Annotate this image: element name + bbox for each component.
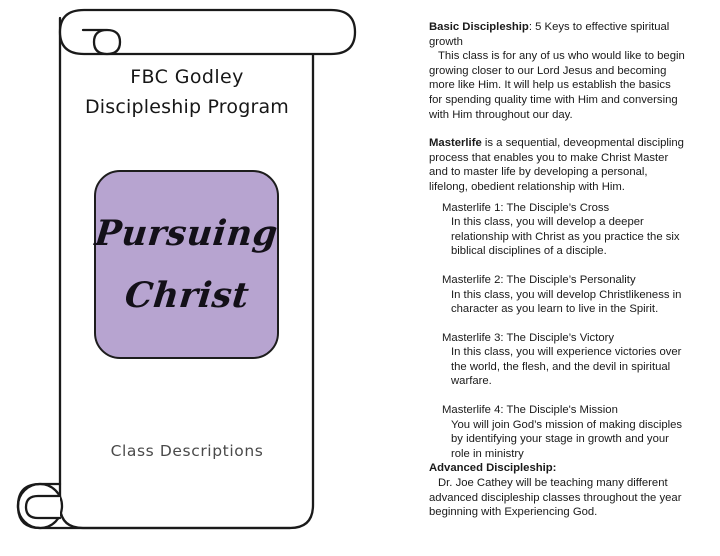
- class-descriptions-text: [429, 20, 685, 520]
- basic-discipleship-heading-line: [429, 20, 685, 49]
- masterlife-intro-paragraph: [429, 136, 685, 194]
- masterlife-item-2: [442, 273, 685, 317]
- masterlife-4-body: You will join God’s mission of making disciples by identifying your stage in growth and your role in ministry: [451, 418, 683, 460]
- scroll-title-line-2: Discipleship Program: [84, 96, 290, 118]
- masterlife-intro-block: [429, 136, 685, 194]
- advanced-discipleship-block: [429, 461, 685, 519]
- pursuing-christ-card: [94, 170, 279, 359]
- masterlife-4-title: Masterlife 4: The Disciple's Mission: [442, 404, 618, 417]
- masterlife-intro-body: is a sequential, deveopmental discipling process that enables you to make Christ Master and to master life by developing a personal, lifelong, obedient relationship with Him.: [429, 137, 684, 193]
- scroll-title-line-1: FBC Godley: [130, 66, 244, 88]
- masterlife-3-title: Masterlife 3: The Disciple’s Victory: [442, 331, 615, 344]
- basic-discipleship-heading-suffix: : 5 Keys to effective spiritual growth: [429, 21, 670, 48]
- advanced-discipleship-body: Dr. Joe Cathey will be teaching many different advanced discipleship classes throughout the year beginning with Experiencing God.: [429, 477, 682, 519]
- basic-discipleship-heading: Basic Discipleship: [429, 21, 529, 33]
- masterlife-2-title: Masterlife 2: The Disciple’s Personality: [442, 273, 636, 286]
- basic-discipleship-body: This class is for any of us who would like to begin growing closer to our Lord Jesus and becoming more like Him. It will help us establish the basics for spending quality time with Him and conversing with Him throughout our day.: [429, 50, 685, 121]
- scroll-subtitle: Class Descriptions: [110, 442, 264, 460]
- card-line-christ: Christ: [122, 274, 251, 316]
- masterlife-item-3: [442, 331, 685, 389]
- masterlife-2-body: In this class, you will develop Christlikeness in character as you learn to live in the Spirit.: [451, 288, 682, 316]
- masterlife-item-4: [442, 403, 685, 461]
- masterlife-1-body: In this class, you will develop a deeper relationship with Christ as you practice the six biblical disciplines of a disciple.: [451, 216, 680, 258]
- basic-discipleship-block: [429, 20, 685, 122]
- masterlife-1-title: Masterlife 1: The Disciple’s Cross: [442, 201, 610, 214]
- advanced-discipleship-heading: Advanced Discipleship:: [429, 462, 557, 475]
- masterlife-3-body: In this class, you will experience victories over the world, the flesh, and the devil in spiritual warfare.: [451, 346, 682, 388]
- masterlife-intro-heading: Masterlife: [429, 137, 482, 150]
- masterlife-item-1: [442, 201, 685, 259]
- scroll-title: [62, 62, 312, 122]
- card-line-pursuing: Pursuing: [93, 212, 281, 254]
